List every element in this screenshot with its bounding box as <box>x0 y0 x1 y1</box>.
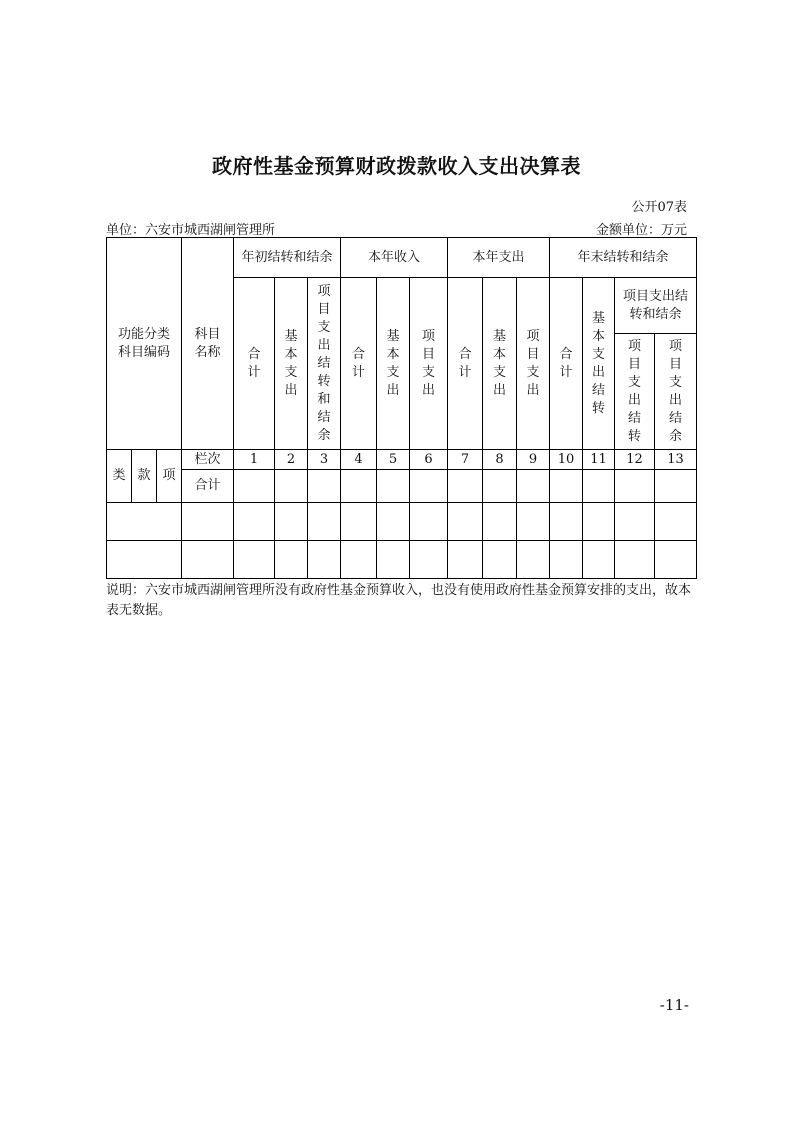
table-cell <box>615 470 655 503</box>
total-row <box>107 470 697 503</box>
lanci-label: 栏次 <box>182 450 234 470</box>
income-header: 本年收入 <box>341 238 448 278</box>
table-cell <box>655 503 697 541</box>
table-cell <box>448 470 483 503</box>
table-row <box>107 503 697 541</box>
expense-project-header: 项目支出 <box>517 278 550 450</box>
column-number-row <box>107 450 697 470</box>
column-number: 10 <box>550 450 583 470</box>
table-cell <box>107 541 182 579</box>
table-cell <box>410 470 448 503</box>
header-row-1 <box>107 238 697 278</box>
table-cell <box>182 503 234 541</box>
budget-table-container <box>106 237 695 579</box>
table-cell <box>517 541 550 579</box>
table-cell <box>615 503 655 541</box>
income-basic-header: 基本支出 <box>377 278 410 450</box>
table-cell <box>550 470 583 503</box>
column-number: 13 <box>655 450 697 470</box>
table-cell <box>308 541 341 579</box>
table-cell <box>234 541 275 579</box>
table-note: 说明：六安市城西湖闸管理所没有政府性基金预算收入，也没有使用政府性基金预算安排的支出，故本表无数据。 <box>106 583 692 618</box>
page-title: 政府性基金预算财政拨款收入支出决算表 <box>212 154 581 178</box>
begin-project-balance-header: 项目支出结转和结余 <box>308 278 341 450</box>
table-cell <box>377 470 410 503</box>
table-cell <box>410 503 448 541</box>
column-number: 12 <box>615 450 655 470</box>
end-balance-header: 年末结转和结余 <box>550 238 697 278</box>
table-cell <box>483 470 517 503</box>
table-cell <box>483 541 517 579</box>
xiang-header: 项 <box>157 450 182 503</box>
table-cell <box>655 470 697 503</box>
table-cell <box>341 503 377 541</box>
table-cell <box>483 503 517 541</box>
column-number: 2 <box>275 450 308 470</box>
expense-header: 本年支出 <box>448 238 550 278</box>
begin-balance-header: 年初结转和结余 <box>234 238 341 278</box>
subject-name-header: 科目名称 <box>182 238 234 450</box>
income-total-header: 合计 <box>341 278 377 450</box>
table-cell <box>308 470 341 503</box>
page-number: -11- <box>659 996 689 1014</box>
table-cell <box>655 541 697 579</box>
column-number: 6 <box>410 450 448 470</box>
func-code-header: 功能分类科目编码 <box>107 238 182 450</box>
table-cell <box>107 503 182 541</box>
total-label: 合计 <box>182 470 234 503</box>
table-cell <box>308 503 341 541</box>
table-cell <box>234 470 275 503</box>
table-cell <box>275 541 308 579</box>
table-cell <box>410 541 448 579</box>
table-cell <box>275 503 308 541</box>
income-project-header: 项目支出 <box>410 278 448 450</box>
table-cell <box>615 541 655 579</box>
table-cell <box>341 541 377 579</box>
table-cell <box>550 541 583 579</box>
end-project-balance-header: 项目支出结转和结余 <box>615 278 697 334</box>
column-number: 4 <box>341 450 377 470</box>
expense-basic-header: 基本支出 <box>483 278 517 450</box>
table-cell <box>448 541 483 579</box>
begin-basic-header: 基本支出 <box>275 278 308 450</box>
table-cell <box>234 503 275 541</box>
table-number: 公开07表 <box>631 200 687 215</box>
column-number: 3 <box>308 450 341 470</box>
kuan-header: 款 <box>132 450 157 503</box>
table-cell <box>583 470 615 503</box>
organization-unit: 单位：六安市城西湖闸管理所 <box>106 223 276 238</box>
end-project-surplus-header: 项目支出结余 <box>655 334 697 450</box>
column-number: 9 <box>517 450 550 470</box>
end-project-carryover-header: 项目支出结转 <box>615 334 655 450</box>
table-cell <box>182 541 234 579</box>
column-number: 7 <box>448 450 483 470</box>
table-cell <box>550 503 583 541</box>
table-cell <box>517 503 550 541</box>
lei-header: 类 <box>107 450 132 503</box>
begin-total-header: 合计 <box>234 278 275 450</box>
table-cell <box>583 503 615 541</box>
table-row <box>107 541 697 579</box>
column-number: 11 <box>583 450 615 470</box>
end-basic-carryover-header: 基本支出结转 <box>583 278 615 450</box>
table-cell <box>517 470 550 503</box>
table-cell <box>275 470 308 503</box>
column-number: 1 <box>234 450 275 470</box>
column-number: 8 <box>483 450 517 470</box>
table-cell <box>377 503 410 541</box>
table-cell <box>583 541 615 579</box>
end-total-header: 合计 <box>550 278 583 450</box>
table-cell <box>377 541 410 579</box>
expense-total-header: 合计 <box>448 278 483 450</box>
amount-unit: 金额单位：万元 <box>595 223 687 238</box>
table-cell <box>448 503 483 541</box>
table-cell <box>341 470 377 503</box>
budget-table <box>106 237 697 579</box>
column-number: 5 <box>377 450 410 470</box>
